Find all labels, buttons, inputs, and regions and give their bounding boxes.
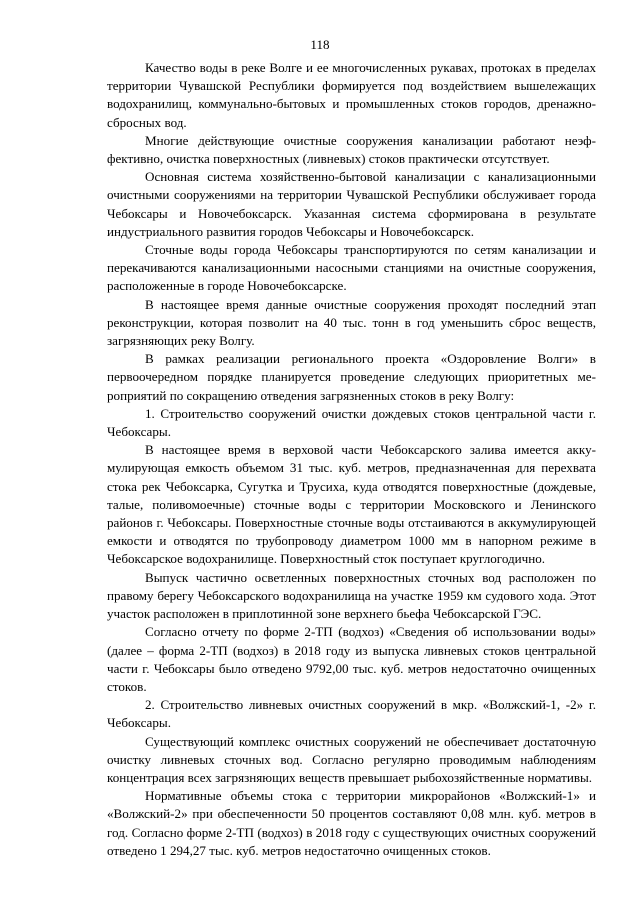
paragraph-5: В настоящее время данные очистные сооружения проходят последний этап реконструкции, которая позволит на 40 тыс. тонн в год уменьшить сброс веществ, загрязняющих реку Волгу.: [107, 296, 596, 349]
paragraph-2: Многие действующие очистные сооружения канализации работают неэффективно, очистка поверхностных (ливневых) стоков практически отсутствует.: [107, 132, 596, 167]
page-number: 118: [310, 37, 330, 52]
paragraph-4: Сточные воды города Чебоксары транспортируются по сетям канализации и перекачиваются канализационными насосными станциями на очистные сооружения, расположенные в городе Новочебоксарске.: [107, 242, 596, 294]
body-text: [107, 59, 596, 860]
list-item-2: 2. Строительство ливневых очистных сооружений в мкр. «Волжский-1, -2» г. Чебоксары.: [107, 697, 596, 731]
list-item-1: 1. Строительство сооружений очистки дождевых стоков центральной части г. Чебоксары.: [107, 405, 596, 440]
paragraph-7: В настоящее время в верховой части Чебоксарского залива имеется аккумулирующая емкость объемом 31 тыс. куб. метров, предназначенная для перехвата стока рек Чебоксарка, Сугутка и Трусиха, куда отводятся поверхностные (дождевые, талые, поливомоечные) сточные воды с территории Московского и Ленинского районов г. Чебоксары. Поверхностные сточные воды отстаиваются в аккумулирующей емкости и отводятся по трубопроводу диаметром 1000 мм в напорном режиме в Чебоксарское водохранилище. Поверхностный сток поступает круглогодично.: [107, 442, 596, 567]
paragraph-6: В рамках реализации регионального проекта «Оздоровление Волги» в первоочередном порядке планируется проведение следующих приоритетных мероприятий по сокращению отведения загрязненных стоков в реку Волгу:: [107, 351, 596, 403]
paragraph-1: Качество воды в реке Волге и ее многочисленных рукавах, протоках в пределах территории Чувашской Республики формируется под воздействием вышележащих водохранилищ, коммунально-бытовых и промышленных стоков городов, дренажно-сбросных вод.: [107, 60, 596, 130]
paragraph-9: Согласно отчету по форме 2-ТП (водхоз) «Сведения об использовании воды» (далее – форма 2-ТП (водхоз) в 2018 году из выпуска ливневых стоков центральной части г. Чебоксары было отведено 9792,00 тыс. куб. метров недостаточно очищенных стоков.: [107, 624, 596, 694]
paragraph-10: Существующий комплекс очистных сооружений не обеспечивает достаточную очистку ливневых сточных вод. Согласно регулярно проводимым наблюдениям концентрация всех загрязняющих веществ превышает рыбохозяйственные нормативы.: [107, 733, 596, 785]
paragraph-8: Выпуск частично осветленных поверхностных сточных вод расположен по правому берегу Чебоксарского водохранилища на участке 1959 км судового хода. Этот участок расположен в приплотинной зоне верхнего бьефа Чебоксарской ГЭС.: [107, 569, 596, 622]
paragraph-3: Основная система хозяйственно-бытовой канализации с канализационными очистными сооружениями на территории Чувашской Республики обслуживает города Чебоксары и Новочебоксарск. Указанная система сформирована в результате индустриального развития городов Чебоксары и Новочебоксарск.: [107, 169, 596, 239]
paragraph-11: Нормативные объемы стока с территории микрорайонов «Волжский-1» и «Волжский-2» при обеспеченности 50 процентов составляют 0,08 млн. куб. метров в год. Согласно форме 2-ТП (водхоз) в 2018 году с существующих очистных сооружений отведено 1 294,27 тыс. куб. метров недостаточно очищенных стоков.: [107, 788, 596, 858]
